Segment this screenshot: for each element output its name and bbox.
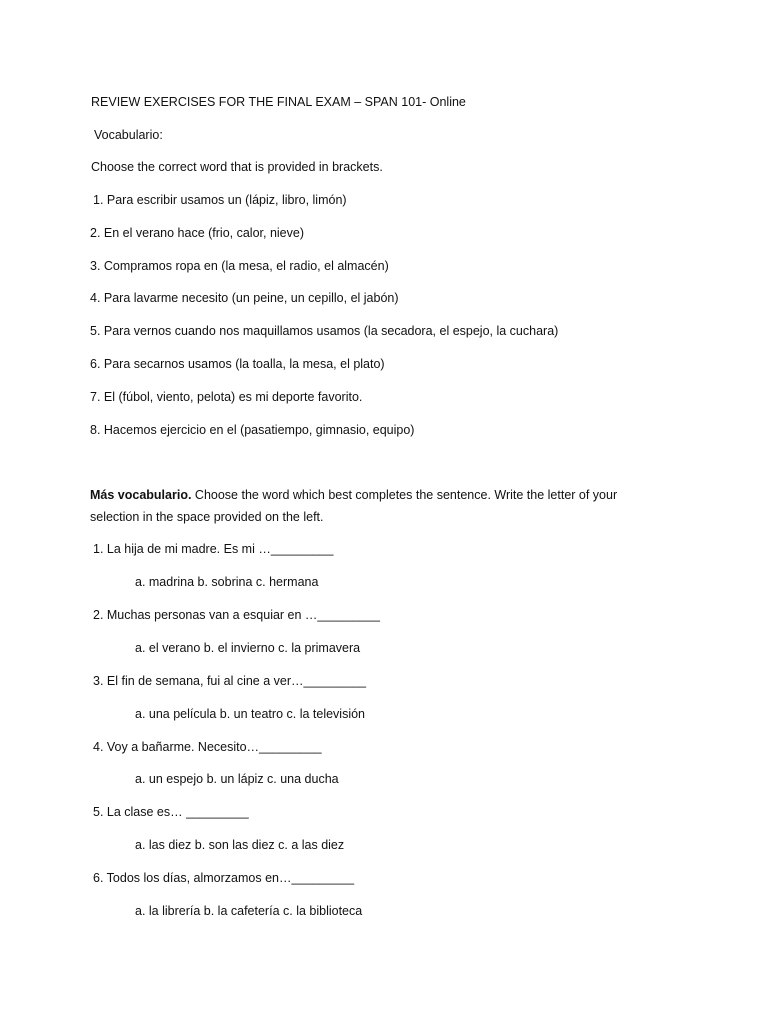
question-1-options: a. madrina b. sobrina c. hermana (135, 575, 319, 589)
vocab-item-6: 6. Para secarnos usamos (la toalla, la mesa, el plato) (90, 357, 385, 371)
section2-heading: Más vocabulario. (90, 488, 192, 502)
section2-instruction-line2: selection in the space provided on the left. (90, 510, 324, 524)
vocab-item-4: 4. Para lavarme necesito (un peine, un cepillo, el jabón) (90, 291, 399, 305)
vocab-item-5: 5. Para vernos cuando nos maquillamos usamos (la secadora, el espejo, la cuchara) (90, 324, 559, 338)
question-3-prompt: 3. El fin de semana, fui al cine a ver…_________ (93, 674, 367, 688)
vocab-item-2: 2. En el verano hace (frio, calor, nieve) (90, 226, 305, 240)
question-5-prompt: 5. La clase es… _________ (93, 805, 249, 819)
question-5-options: a. las diez b. son las diez c. a las diez (135, 838, 345, 852)
section2-instruction-text: Choose the word which best completes the sentence. Write the letter of your (191, 488, 618, 502)
vocab-item-3: 3. Compramos ropa en (la mesa, el radio, el almacén) (90, 259, 389, 273)
vocab-item-8: 8. Hacemos ejercicio en el (pasatiempo, gimnasio, equipo) (90, 423, 415, 437)
section-instruction: Choose the correct word that is provided in brackets. (91, 160, 383, 174)
question-4-prompt: 4. Voy a bañarme. Necesito…_________ (93, 740, 322, 754)
question-3-options: a. una película b. un teatro c. la televisión (135, 707, 366, 721)
question-4-options: a. un espejo b. un lápiz c. una ducha (135, 772, 339, 786)
question-6-prompt: 6. Todos los días, almorzamos en…_________ (93, 871, 355, 885)
vocab-item-7: 7. El (fúbol, viento, pelota) es mi deporte favorito. (90, 390, 363, 404)
document-title: REVIEW EXERCISES FOR THE FINAL EXAM – SPAN 101- Online (91, 95, 466, 109)
section-heading-vocabulario: Vocabulario: (94, 128, 163, 142)
question-1-prompt: 1. La hija de mi madre. Es mi …_________ (93, 542, 334, 556)
question-2-prompt: 2. Muchas personas van a esquiar en …_________ (93, 608, 380, 622)
vocab-item-1: 1. Para escribir usamos un (lápiz, libro, limón) (93, 193, 347, 207)
question-6-options: a. la librería b. la cafetería c. la biblioteca (135, 904, 363, 918)
question-2-options: a. el verano b. el invierno c. la primavera (135, 641, 361, 655)
section2-instruction-line1 (90, 486, 617, 504)
